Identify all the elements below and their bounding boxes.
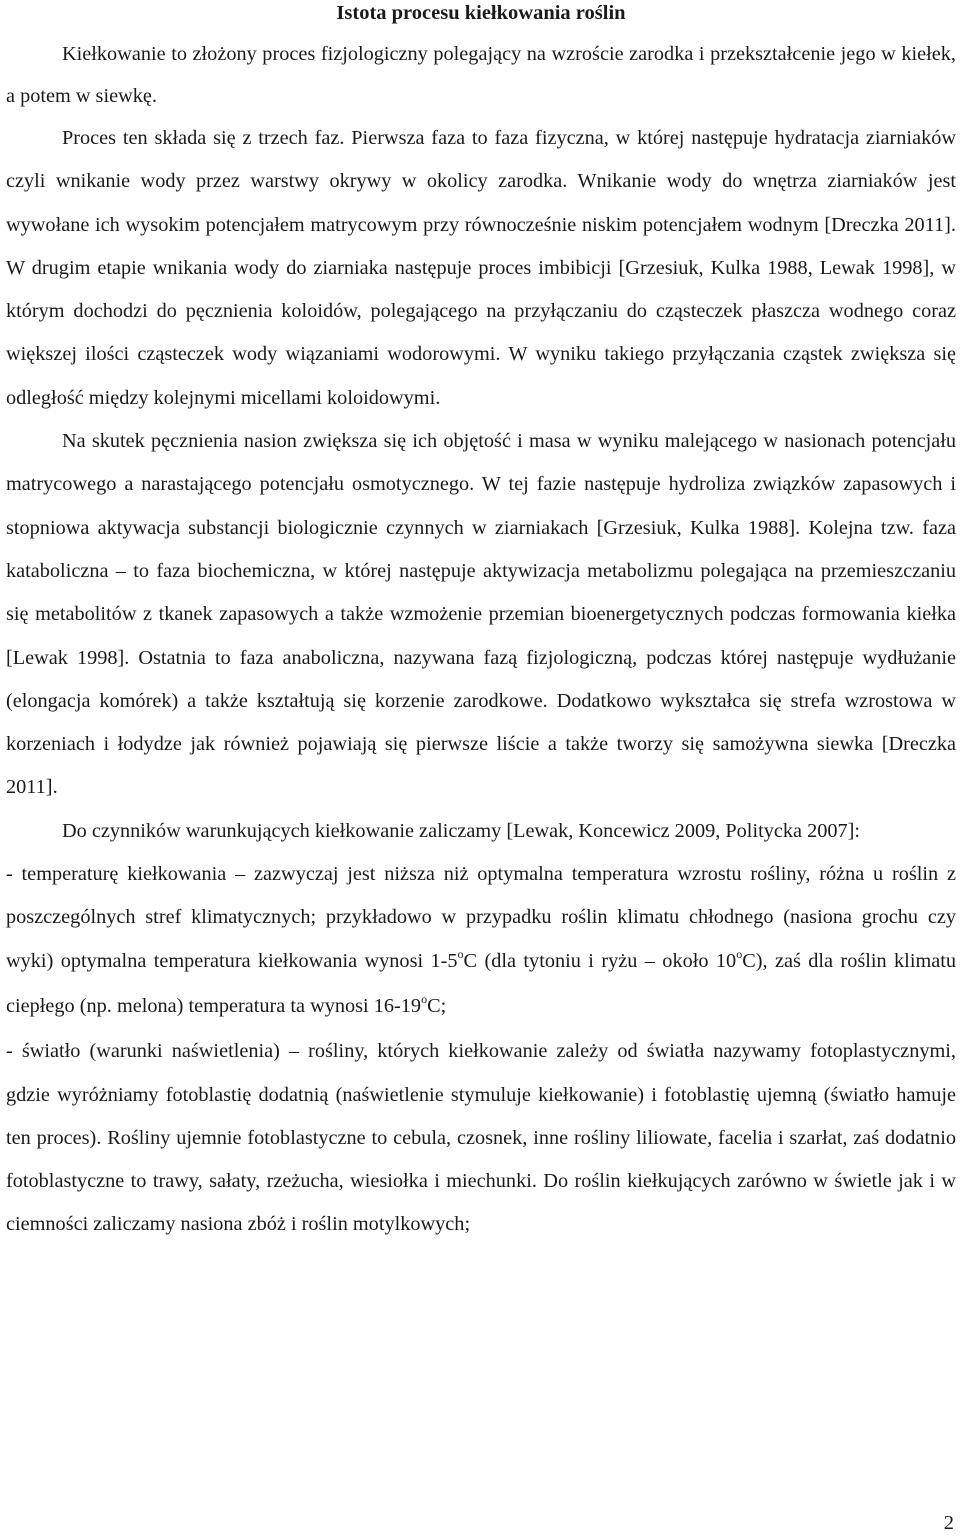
paragraph-definition: Kiełkowanie to złożony proces fizjologiczny polegający na wzroście zarodka i przekształcenie jego w kiełek, a potem w siewkę.: [6, 43, 956, 107]
degree-sign: o: [421, 991, 428, 1006]
page-title: Istota procesu kiełkowania roślin: [336, 2, 626, 24]
temperature-text-1: - temperaturę kiełkowania – zazwyczaj jest niższa niż optymalna temperatura wzrostu rośliny, różna u roślin z poszczególnych stref klimatycznych; przykładowo w przypadku roślin klimatu chłodnego (nasiona grochu czy wyki) optymalna temperatura kiełkowania wynosi 1-5: [6, 863, 956, 972]
degree-sign: o: [736, 946, 743, 961]
temperature-text-2: C (dla tytoniu i ryżu – około 10: [463, 949, 737, 972]
page-number: 2: [943, 1512, 954, 1534]
list-item-light: - światło (warunki naświetlenia) – rośliny, których kiełkowanie zależy od światła nazywamy fotoplastycznymi, gdzie wyróżniamy fotoblastię dodatnią (naświetlenie stymuluje kiełkowanie) i fotoblastię ujemną (światło hamuje ten proces). Rośliny ujemnie fotoblastyczne to cebula, czosnek, inne rośliny liliowate, facelia i szarłat, zaś dodatnio fotoblastyczne to trawy, sałaty, rzeżucha, wiesiołka i miechunki. Do roślin kiełkujących zarówno w świetle jak i w ciemności zaliczamy nasiona zbóż i roślin motylkowych;: [6, 1040, 956, 1236]
paragraph-phases: Proces ten składa się z trzech faz. Pierwsza faza to faza fizyczna, w której następuje hydratacja ziarniaków czyli wnikanie wody przez warstwy okrywy w okolicy zarodka. Wnikanie wody do wnętrza ziarniaków jest wywołane ich wysokim potencjałem matrycowym przy równocześnie niskim potencjałem wodnym [Dreczka 2011]. W drugim etapie wnikania wody do ziarniaka następuje proces imbibicji [Grzesiuk, Kulka 1988, Lewak 1998], w którym dochodzi do pęcznienia koloidów, polegającego na przyłączaniu do cząsteczek płaszcza wodnego coraz większej ilości cząsteczek wody wiązaniami wodorowymi. W wyniku takiego przyłączania cząstek zwiększa się odległość między kolejnymi micellami koloidowymi.: [6, 127, 956, 409]
degree-sign: o: [457, 946, 464, 961]
paragraph-factors-intro: Do czynników warunkujących kiełkowanie zaliczamy [Lewak, Koncewicz 2009, Politycka 2007]:: [62, 819, 861, 842]
paragraph-swelling: Na skutek pęcznienia nasion zwiększa się ich objętość i masa w wyniku malejącego w nasionach potencjału matrycowego a narastającego potencjału osmotycznego. W tej fazie następuje hydroliza związków zapasowych i stopniowa aktywacja substancji biologicznie czynnych w ziarniakach [Grzesiuk, Kulka 1988]. Kolejna tzw. faza kataboliczna – to faza biochemiczna, w której następuje aktywizacja metabolizmu polegająca na przemieszczaniu się metabolitów z tkanek zapasowych a także wzmożenie przemian bioenergetycznych podczas formowania kiełka [Lewak 1998]. Ostatnia to faza anaboliczna, nazywana fazą fizjologiczną, podczas której następuje wydłużanie (elongacja komórek) a także kształtują się korzenie zarodkowe. Dodatkowo wykształca się strefa wzrostowa w korzeniach i łodydze jak również pojawiają się pierwsze liście a także tworzy się samożywna siewka [Dreczka 2011].: [6, 430, 956, 799]
temperature-text-3: C), zaś dla roślin klimatu ciepłego (np. melona) temperatura ta wynosi 16-19: [6, 949, 957, 1017]
temperature-text-4: C;: [427, 994, 447, 1017]
list-item-temperature: [6, 853, 956, 1030]
document-page: [6, 0, 956, 1247]
